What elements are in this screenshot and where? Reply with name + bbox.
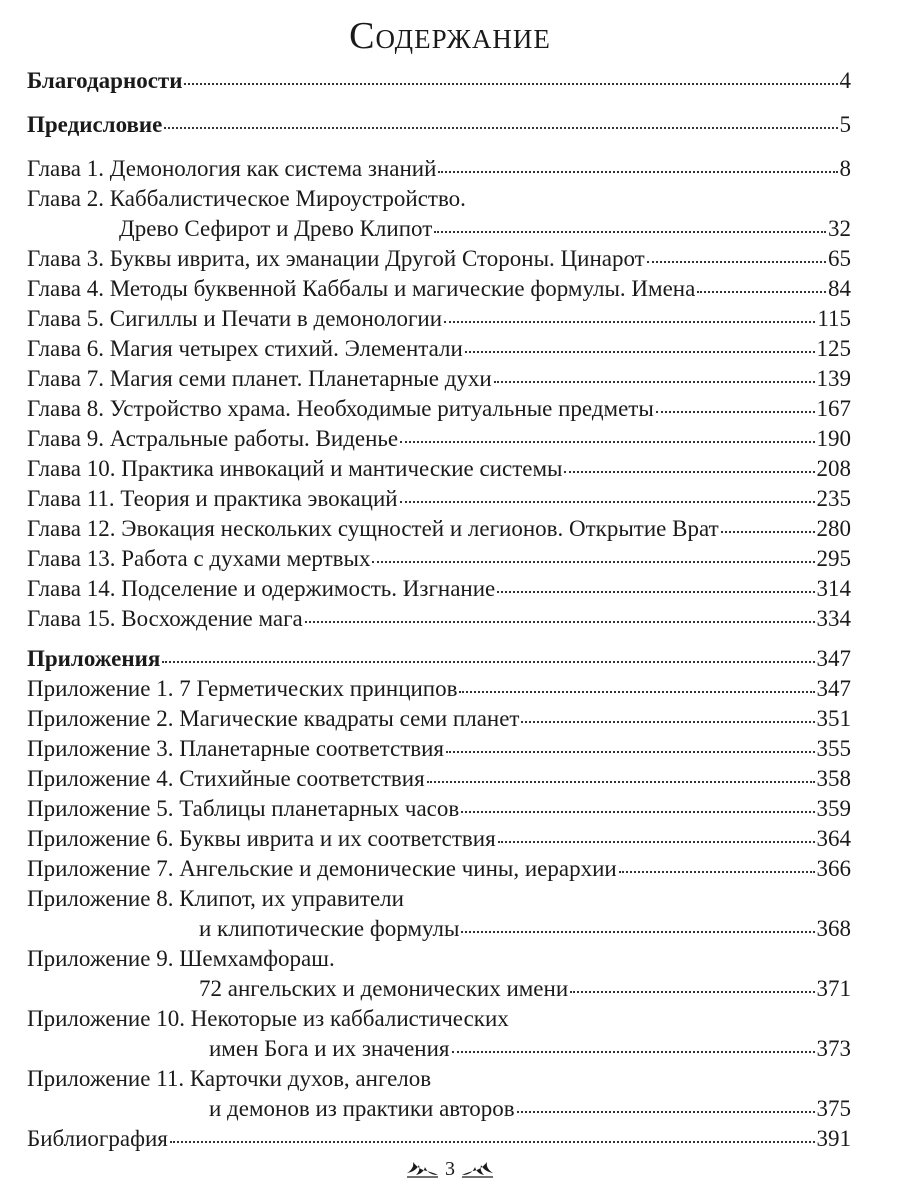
toc-entry-title: Глава 5. Сигиллы и Печати в демонологии	[27, 306, 443, 331]
toc-entry[interactable]	[27, 604, 851, 634]
toc-entry-subtitle: имен Бога и их значения	[209, 1036, 450, 1061]
toc-entry-page: 366	[816, 856, 851, 881]
toc-entry-page: 371	[816, 976, 851, 1001]
toc-entry-title: Приложения	[27, 646, 161, 671]
toc-entry-page: 368	[816, 916, 851, 941]
toc-entry[interactable]	[27, 334, 851, 364]
toc-entry[interactable]	[27, 154, 851, 184]
toc-entry[interactable]	[27, 794, 851, 824]
toc-entry-page: 5	[839, 112, 851, 137]
toc-entry-page: 347	[816, 676, 851, 701]
toc-entry-page: 190	[816, 426, 851, 451]
toc-entry[interactable]	[27, 304, 851, 334]
dot-leader	[564, 470, 814, 473]
toc-entry-page: 351	[816, 706, 851, 731]
toc-entry-subtitle: 72 ангельских и демонических имени	[199, 976, 569, 1001]
dot-leader	[305, 620, 815, 623]
dot-leader	[461, 810, 814, 813]
toc-entry-page: 364	[816, 826, 851, 851]
toc-entry-title: Глава 13. Работа с духами мертвых	[27, 546, 371, 571]
toc-entry-page: 32	[828, 216, 851, 241]
dot-leader	[497, 590, 814, 593]
toc-entry-page: 8	[839, 156, 851, 181]
toc-entry[interactable]	[27, 484, 851, 514]
fleuron-right-icon	[461, 1160, 495, 1180]
toc-entry-title: Приложение 1. 7 Герметических принципов	[27, 676, 458, 701]
dot-leader	[498, 840, 815, 843]
dot-leader	[162, 660, 814, 663]
toc-entry[interactable]	[27, 394, 851, 424]
dot-leader	[619, 870, 815, 873]
toc-entry-page: 347	[816, 646, 851, 671]
toc-entry-page: 314	[816, 576, 851, 601]
toc-entry-title: Глава 15. Восхождение мага	[27, 606, 303, 631]
toc-entry[interactable]	[27, 424, 851, 454]
toc-entry-page: 359	[816, 796, 851, 821]
toc-entry-page: 139	[816, 366, 851, 391]
toc-entry-page: 115	[817, 306, 851, 331]
toc-entry-title: Глава 2. Каббалистическое Мироустройство.	[27, 186, 466, 211]
toc-entry[interactable]	[27, 274, 851, 304]
toc-entry-subtitle: Древо Сефирот и Древо Клипот	[119, 216, 433, 241]
toc-entry[interactable]	[27, 544, 851, 574]
page-title: Содержание	[349, 15, 551, 57]
dot-leader	[444, 320, 815, 323]
toc-entry[interactable]	[27, 704, 851, 734]
dot-leader	[434, 230, 826, 233]
toc-entry-page: 391	[816, 1126, 851, 1151]
toc-entry-page: 358	[816, 766, 851, 791]
dot-leader	[647, 260, 826, 263]
dot-leader	[721, 530, 815, 533]
toc-entry-title: Библиография	[27, 1126, 168, 1151]
toc-entry[interactable]	[27, 644, 851, 674]
toc-entry-title: Приложение 6. Буквы иврита и их соответствия	[27, 826, 496, 851]
toc-entry-page: 355	[816, 736, 851, 761]
toc-entry-page: 4	[839, 68, 851, 93]
toc-entry-page: 295	[816, 546, 851, 571]
toc-entry[interactable]	[27, 454, 851, 484]
dot-leader	[459, 690, 814, 693]
toc-entry-title: Приложение 10. Некоторые из каббалистических	[27, 1006, 509, 1031]
toc-entry[interactable]	[27, 764, 851, 794]
dot-leader	[697, 290, 826, 293]
toc-entry-title: Приложение 8. Клипот, их управители	[27, 886, 404, 911]
toc-entry[interactable]	[27, 884, 851, 944]
fleuron-left-icon	[405, 1160, 439, 1180]
dot-leader	[517, 1110, 815, 1113]
toc-entry-page: 280	[816, 516, 851, 541]
dot-leader	[400, 440, 814, 443]
dot-leader	[372, 560, 814, 563]
toc-entry[interactable]	[27, 1004, 851, 1064]
dot-leader	[164, 126, 837, 129]
toc-entry[interactable]	[27, 734, 851, 764]
dot-leader	[656, 410, 815, 413]
toc-entry-page: 373	[816, 1036, 851, 1061]
dot-leader	[494, 380, 815, 383]
toc-entry-title: Глава 6. Магия четырех стихий. Элементали	[27, 336, 463, 361]
dot-leader	[184, 82, 837, 85]
toc-entry-title: Глава 1. Демонология как система знаний	[27, 156, 437, 181]
toc-entry-title: Предисловие	[27, 112, 163, 137]
toc-entry[interactable]	[27, 514, 851, 544]
toc-entry-title: Приложение 3. Планетарные соответствия	[27, 736, 444, 761]
toc-entry-title: Глава 14. Подселение и одержимость. Изгнание	[27, 576, 496, 601]
toc-entry[interactable]	[27, 110, 851, 140]
toc-entry-page: 208	[816, 456, 851, 481]
toc-entry-page: 167	[816, 396, 851, 421]
toc-entry-title: Глава 12. Эвокация нескольких сущностей и легионов. Открытие Врат	[27, 516, 719, 541]
dot-leader	[570, 990, 814, 993]
toc-entry-title: Приложение 7. Ангельские и демонические чины, иерархии	[27, 856, 617, 881]
dot-leader	[170, 1140, 815, 1143]
page-number: 3	[445, 1158, 455, 1180]
page-footer	[0, 1158, 900, 1181]
toc-entry-page: 84	[828, 276, 851, 301]
toc-entry-page: 125	[816, 336, 851, 361]
dot-leader	[465, 350, 815, 353]
toc-entry[interactable]	[27, 674, 851, 704]
dot-leader	[452, 1050, 815, 1053]
toc-entry[interactable]	[27, 1124, 851, 1154]
toc-entry-subtitle: и демонов из практики авторов	[209, 1096, 515, 1121]
toc-entry[interactable]	[27, 184, 851, 244]
toc-entry[interactable]	[27, 944, 851, 1004]
toc-entry-title: Приложение 9. Шемхамфораш.	[27, 946, 335, 971]
toc-entry-title: Глава 11. Теория и практика эвокаций	[27, 486, 398, 511]
dot-leader	[521, 720, 814, 723]
toc-entry-title: Глава 8. Устройство храма. Необходимые ритуальные предметы	[27, 396, 654, 421]
toc-entry[interactable]	[27, 66, 851, 96]
toc-entry[interactable]	[27, 364, 851, 394]
toc-entry-page: 235	[816, 486, 851, 511]
toc-entry-subtitle: и клипотические формулы	[199, 916, 460, 941]
dot-leader	[461, 930, 814, 933]
toc-entry-page: 375	[816, 1096, 851, 1121]
toc-entry[interactable]	[27, 244, 851, 274]
dot-leader	[400, 500, 815, 503]
dot-leader	[446, 750, 815, 753]
toc-entry-page: 65	[828, 246, 851, 271]
toc-entry-title: Глава 10. Практика инвокаций и мантические системы	[27, 456, 563, 481]
toc-entry-title: Приложение 4. Стихийные соответствия	[27, 766, 425, 791]
dot-leader	[427, 780, 815, 783]
toc-entry-title: Приложение 11. Карточки духов, ангелов	[27, 1066, 432, 1091]
toc-entry-title: Благодарности	[27, 68, 183, 93]
toc-entry-title: Глава 4. Методы буквенной Каббалы и магические формулы. Имена	[27, 276, 696, 301]
toc-entry[interactable]	[27, 1064, 851, 1124]
toc-entry-title: Глава 9. Астральные работы. Виденье	[27, 426, 399, 451]
toc-entry[interactable]	[27, 854, 851, 884]
toc-entry[interactable]	[27, 574, 851, 604]
table-of-contents	[27, 66, 851, 1154]
toc-entry-title: Глава 3. Буквы иврита, их эманации Другой Стороны. Цинарот	[27, 246, 645, 271]
dot-leader	[438, 170, 837, 173]
toc-entry-title: Приложение 2. Магические квадраты семи планет	[27, 706, 520, 731]
toc-entry-title: Приложение 5. Таблицы планетарных часов	[27, 796, 460, 821]
toc-entry-title: Глава 7. Магия семи планет. Планетарные духи	[27, 366, 492, 391]
toc-entry-page: 334	[816, 606, 851, 631]
toc-entry[interactable]	[27, 824, 851, 854]
